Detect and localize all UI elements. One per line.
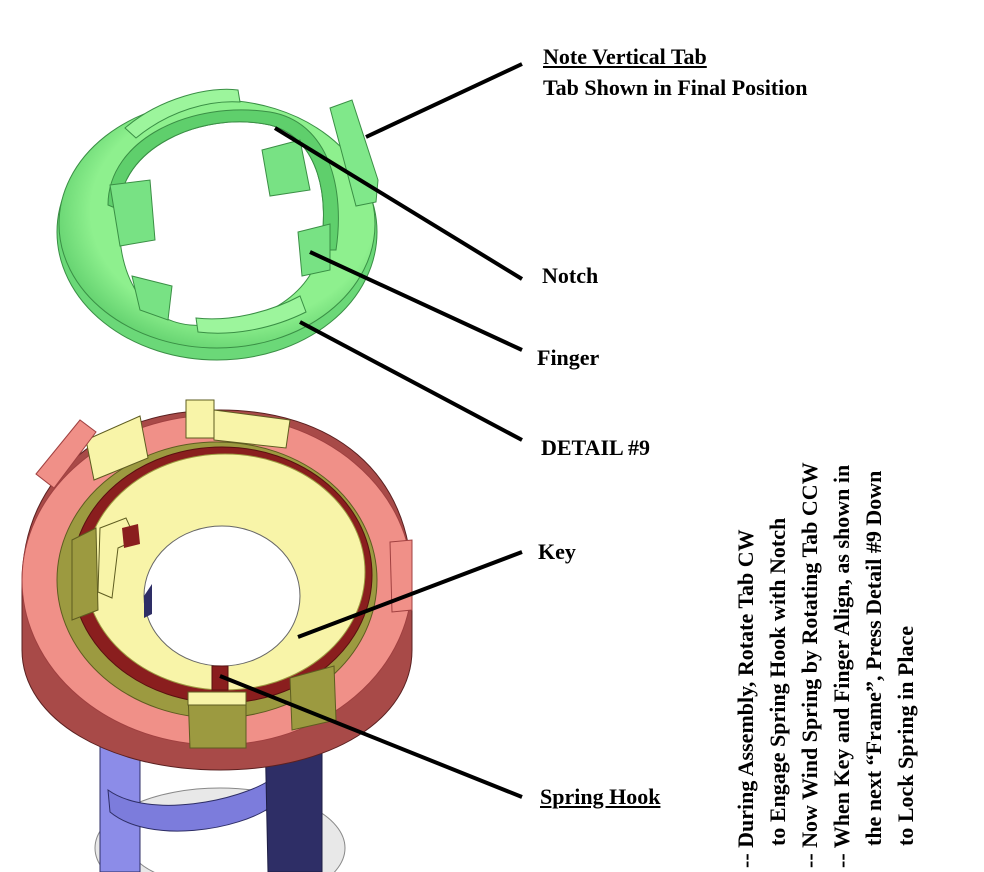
note-line-2: to Engage Spring Hook with Notch — [765, 517, 790, 846]
note-line-3: -- Now Wind Spring by Rotating Tab CCW — [797, 462, 822, 868]
label-key: Key — [538, 539, 576, 564]
note-line-6: to Lock Spring in Place — [893, 625, 918, 846]
assembly-notes — [730, 208, 922, 868]
note-line-4: -- When Key and Finger Align, as shown in — [829, 464, 854, 868]
leader-detail — [300, 322, 522, 440]
spring-housing — [22, 400, 412, 770]
note-line-1: -- During Assembly, Rotate Tab CW — [733, 529, 758, 868]
detail-9-ring — [57, 89, 378, 360]
label-detail-9: DETAIL #9 — [541, 435, 651, 460]
leader-vertical-tab — [366, 64, 522, 137]
label-notch: Notch — [542, 263, 599, 288]
note-line-5: the next “Frame”, Press Detail #9 Down — [861, 470, 886, 846]
label-note-vertical-tab: Note Vertical Tab — [543, 44, 707, 69]
label-finger: Finger — [537, 345, 600, 370]
label-spring-hook: Spring Hook — [540, 784, 661, 809]
label-tab-final-position: Tab Shown in Final Position — [543, 75, 808, 100]
